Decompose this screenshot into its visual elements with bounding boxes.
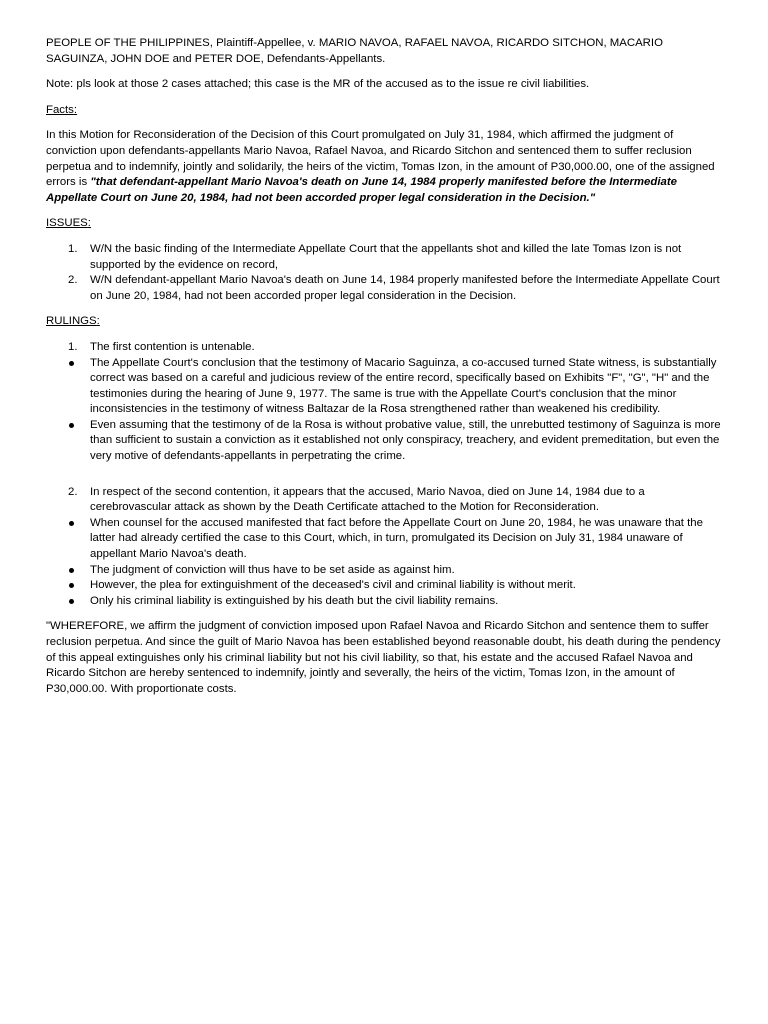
ruling-bullet-text: However, the plea for extinguishment of the deceased's civil and criminal liability is without merit. bbox=[90, 579, 576, 592]
case-note: Note: pls look at those 2 cases attached; this case is the MR of the accused as to the issue re civil liabilities. bbox=[46, 78, 590, 91]
rulings-heading-label: RULINGS bbox=[46, 315, 97, 328]
issue-number: 2. bbox=[68, 274, 78, 287]
ruling-text: In respect of the second contention, it appears that the accused, Mario Navoa, died on June 14, 1984 due to a cerebrovascular attack as shown by the Death Certificate attached to the Motion for Reconsideration. bbox=[90, 485, 645, 514]
spacer bbox=[46, 475, 726, 485]
bullet-icon bbox=[69, 599, 74, 604]
ruling-bullet-text: Even assuming that the testimony of de la Rosa is without probative value, still, the unrebutted testimony of Saguinza is more than sufficient to sustain a conviction as it established not only conspiracy, treachery, and evident premeditation, but even the very motive of defendants-appellants in perpetrating the crime. bbox=[90, 418, 721, 463]
rulings-heading bbox=[46, 314, 726, 330]
rulings-first-list bbox=[46, 340, 726, 465]
ruling-item bbox=[46, 485, 726, 516]
ruling-bullet-text: The judgment of conviction will thus have to be set aside as against him. bbox=[90, 563, 455, 576]
wherefore-paragraph: "WHEREFORE, we affirm the judgment of conviction imposed upon Rafael Navoa and Ricardo Sitchon and sentence them to suffer reclusion perpetua. And since the guilt of Mario Navoa has been established beyond reasonable doubt, his death during the pendency of this appeal extinguishes only his criminal liability but not his civil liability, so that, his estate and the accused Rafael Navoa and Ricardo Sitchon are hereby sentenced to indemnify, jointly and severally, the heirs of the victim, Tomas Izon, in the amount of P30,000.00. With proportionate costs. bbox=[46, 620, 721, 695]
facts-body: In this Motion for Reconsideration of the Decision of this Court promulgated on July 31, 1984, which affirmed the judgment of conviction upon defendants-appellants Mario Navoa, Rafael Navoa, and Ricardo Sitchon and sentenced them to suffer reclusion perpetua and to indemnify, jointly and solidarily, the heirs of the victim, Tomas Izon, in the amount of P30,000.00, one of the assigned errors is bbox=[46, 129, 715, 189]
ruling-bullet-text: When counsel for the accused manifested that fact before the Appellate Court on June 20, 1984, he was unaware that the latter had already certified the case to this Court, which, in turn, promulgated its Decision on July 31, 1984 unaware of appellant Mario Navoa's death. bbox=[90, 516, 703, 561]
facts-quote: "that defendant-appellant Mario Navoa's death on June 14, 1984 properly manifested before the Intermediate Appellate Court on June 20, 1984, had not been accorded proper legal consideration in the Decision." bbox=[46, 176, 677, 204]
ruling-bullet-item bbox=[46, 418, 726, 465]
bullet-icon bbox=[69, 568, 74, 573]
ruling-number: 2. bbox=[68, 485, 78, 498]
ruling-bullet-text: The Appellate Court's conclusion that the testimony of Macario Saguinza, a co-accused turned State witness, is substantially correct was based on a careful and judicious review of the entire record, specifically based on Exhibits "F", "G", "H" and the testimonies during the hearing of June 9, 1977. The same is true with the Appellate Court's conclusion that the minor inconsistencies in the testimony of witness Baltazar de la Rosa strengthened rather than weakened his credibility. bbox=[90, 356, 717, 416]
ruling-number: 1. bbox=[68, 340, 78, 353]
facts-heading-colon: : bbox=[73, 103, 78, 116]
facts-paragraph bbox=[46, 128, 726, 206]
ruling-bullet-item bbox=[46, 356, 726, 418]
bullet-icon bbox=[69, 521, 74, 526]
issue-item bbox=[46, 273, 726, 304]
document-page bbox=[46, 36, 726, 707]
ruling-bullet-item bbox=[46, 578, 726, 594]
issues-heading bbox=[46, 216, 726, 232]
case-caption: PEOPLE OF THE PHILIPPINES, Plaintiff-Appellee, v. MARIO NAVOA, RAFAEL NAVOA, RICARDO SITCHON, MACARIO SAGUINZA, JOHN DOE and PETER DOE, Defendants-Appellants. bbox=[46, 37, 663, 65]
issues-heading-label: ISSUES bbox=[46, 217, 88, 230]
ruling-bullet-item bbox=[46, 594, 726, 610]
rulings-second-list bbox=[46, 485, 726, 610]
issues-heading-colon: : bbox=[87, 217, 91, 230]
issue-text: W/N the basic finding of the Intermediate Appellate Court that the appellants shot and killed the late Tomas Izon is not supported by the evidence on record, bbox=[90, 242, 682, 271]
issue-text: W/N defendant-appellant Mario Navoa's death on June 14, 1984 properly manifested before the Intermediate Appellate Court on June 20, 1984, had not been accorded proper legal consideration in the Decision. bbox=[90, 274, 720, 302]
bullet-icon bbox=[69, 361, 74, 366]
bullet-icon bbox=[69, 423, 74, 428]
ruling-text: The first contention is untenable. bbox=[90, 340, 255, 353]
ruling-bullet-item bbox=[46, 516, 726, 563]
issue-item bbox=[46, 242, 726, 273]
issues-list bbox=[46, 242, 726, 304]
issue-number: 1. bbox=[68, 242, 78, 255]
facts-heading-label: Facts bbox=[46, 103, 74, 116]
ruling-bullet-item bbox=[46, 563, 726, 579]
ruling-bullet-text: Only his criminal liability is extinguished by his death but the civil liability remains. bbox=[90, 594, 499, 607]
ruling-item bbox=[46, 340, 726, 356]
facts-heading bbox=[46, 103, 726, 119]
bullet-icon bbox=[69, 583, 74, 588]
rulings-heading-colon: : bbox=[96, 315, 100, 328]
